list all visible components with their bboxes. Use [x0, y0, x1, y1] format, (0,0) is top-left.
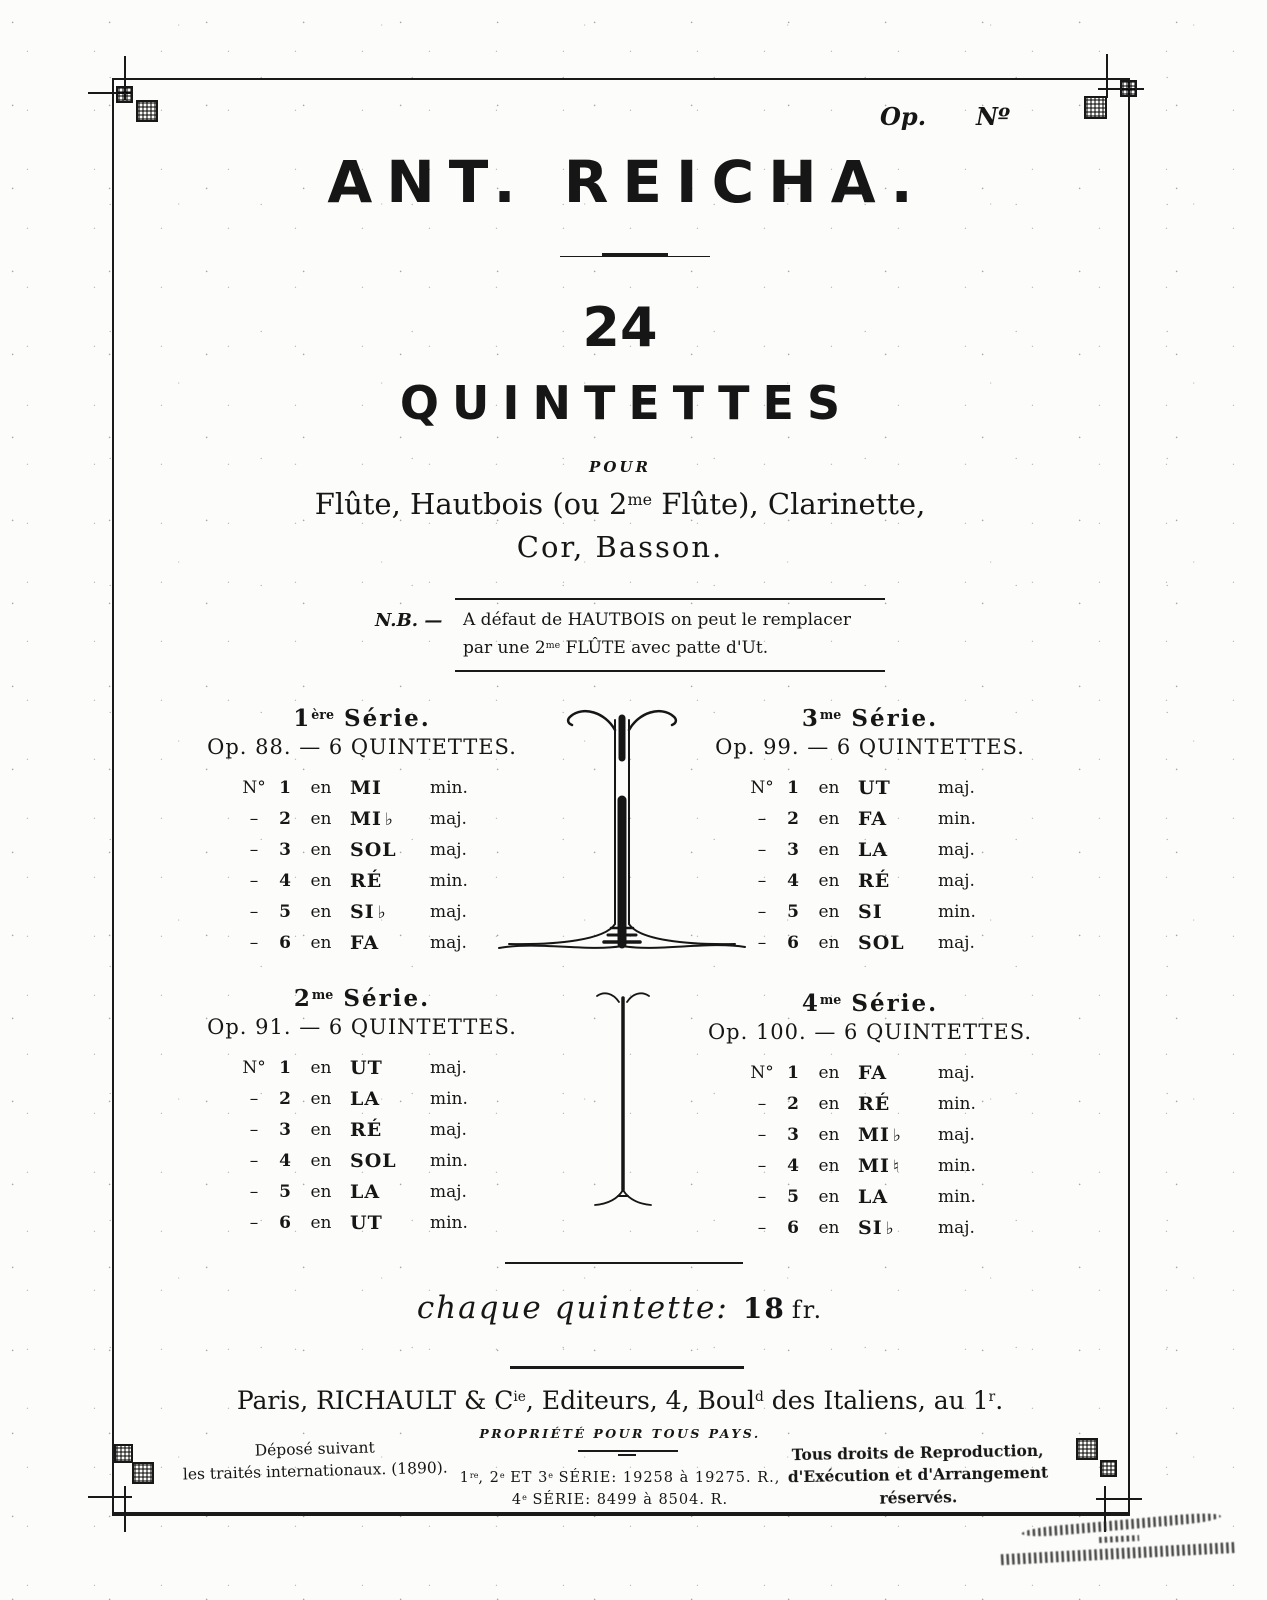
series-block-3 — [700, 705, 1040, 958]
natural-icon: ♮ — [892, 1156, 900, 1177]
flat-icon: ♭ — [885, 1218, 895, 1239]
quintette-row: – 6 en FA maj. — [249, 931, 467, 954]
nb-rule-bottom — [455, 670, 885, 672]
quintette-row: – 5 en LA maj. — [249, 1180, 467, 1203]
publisher-line: Paris, RICHAULT & Cie, Editeurs, 4, Bould des Italiens, au 1r. — [236, 1386, 1004, 1415]
price-rule-top — [505, 1262, 743, 1264]
quintette-row: N° 1 en FA maj. — [750, 1061, 975, 1084]
pour-label: POUR — [589, 458, 651, 476]
corner-ornament-icon — [1076, 1438, 1098, 1460]
quintette-row: – 6 en SOL maj. — [757, 931, 975, 954]
quintette-row: – 6 en SI ♭ maj. — [757, 1216, 975, 1239]
quintette-row: – 2 en MI ♭ maj. — [249, 807, 467, 830]
quintette-row: – 3 en RÉ maj. — [249, 1118, 467, 1141]
column-divider-ornament-icon — [592, 988, 654, 1218]
quintette-row: – 2 en FA min. — [757, 807, 976, 830]
nb-text: A défaut de HAUTBOIS on peut le remplacer par une 2me FLÛTE avec patte d'Ut. — [463, 610, 851, 659]
flat-icon: ♭ — [892, 1125, 902, 1146]
quintette-row: – 4 en SOL min. — [249, 1149, 468, 1172]
plate-numbers-line-1: 1re, 2e ET 3e SÉRIE: 19258 à 19275. R., — [459, 1470, 781, 1486]
series-list — [192, 772, 532, 958]
price-label: chaque quintette: — [416, 1290, 729, 1326]
quintette-row: – 4 en RÉ min. — [249, 869, 468, 892]
quintette-row: – 4 en RÉ maj. — [757, 869, 975, 892]
quintette-row: – 5 en SI ♭ maj. — [249, 900, 467, 923]
publisher-stamp — [993, 1514, 1246, 1599]
series-title: 1ère Série. — [293, 705, 431, 732]
property-notice: PROPRIÉTÉ POUR TOUS PAYS. — [479, 1426, 761, 1441]
flat-icon: ♭ — [384, 809, 394, 830]
flat-icon: ♭ — [377, 902, 387, 923]
quintette-row: – 2 en RÉ min. — [757, 1092, 976, 1115]
price-amount: 18 — [742, 1292, 786, 1325]
quintette-row: – 3 en LA maj. — [757, 838, 975, 861]
work-count: 24 — [582, 296, 658, 359]
footer-mini-rule — [578, 1450, 678, 1452]
quintette-row: N° 1 en UT maj. — [750, 776, 975, 799]
nb-label: N.B. — — [375, 610, 443, 631]
corner-ornament-icon — [1120, 80, 1137, 97]
title-rule — [560, 256, 710, 257]
instruments-line-1: Flûte, Hautbois (ou 2me Flûte), Clarinette, — [314, 487, 926, 521]
quintette-row: – 3 en MI ♭ maj. — [757, 1123, 975, 1146]
series-opus-line: Op. 100. — 6 QUINTETTES. — [707, 1020, 1033, 1044]
deposit-notice: Déposé suivant les traités internationaux. (1890). — [182, 1438, 448, 1484]
series-block-2 — [192, 985, 532, 1238]
series-list — [700, 1057, 1040, 1243]
price-line — [0, 1290, 1240, 1326]
series-title: 4me Série. — [801, 990, 939, 1017]
stamp-smudge-row — [1001, 1542, 1237, 1565]
series-list — [192, 1052, 532, 1238]
opus-label: Op. — [880, 102, 927, 131]
quintette-row: – 5 en SI min. — [757, 900, 976, 923]
corner-ornament-icon — [114, 1444, 133, 1463]
series-opus-line: Op. 88. — 6 QUINTETTES. — [207, 735, 517, 759]
series-title: 3me Série. — [801, 705, 939, 732]
opus-number-line — [880, 102, 1100, 131]
composer-title: ANT. REICHA. — [327, 148, 927, 216]
corner-ornament-icon — [136, 100, 158, 122]
price-rule-bottom — [510, 1366, 744, 1369]
quintette-row: – 3 en SOL maj. — [249, 838, 467, 861]
quintette-row: – 6 en UT min. — [249, 1211, 468, 1234]
series-block-4 — [700, 990, 1040, 1243]
corner-tick — [1106, 54, 1108, 98]
quintette-row: N° 1 en UT maj. — [242, 1056, 467, 1079]
quintette-row: N° 1 en MI min. — [242, 776, 468, 799]
rights-notice: Tous droits de Reproduction, d'Exécution et d'Arrangement réservés. — [787, 1440, 1049, 1508]
price-unit: fr. — [791, 1296, 824, 1324]
series-title: 2me Série. — [293, 985, 431, 1012]
work-title: QUINTETTES — [399, 376, 854, 430]
instruments-line-2: Cor, Basson. — [516, 530, 724, 564]
quintette-row: – 2 en LA min. — [249, 1087, 468, 1110]
corner-ornament-icon — [116, 86, 133, 103]
number-label: Nº — [976, 102, 1010, 131]
stamp-smudge-row — [1099, 1535, 1139, 1543]
series-opus-line: Op. 99. — 6 QUINTETTES. — [715, 735, 1025, 759]
quintette-row: – 4 en MI ♮ min. — [757, 1154, 976, 1177]
series-block-1 — [192, 705, 532, 958]
series-list — [700, 772, 1040, 958]
plate-numbers-line-2: 4e SÉRIE: 8499 à 8504. R. — [511, 1492, 729, 1508]
series-opus-line: Op. 91. — 6 QUINTETTES. — [207, 1015, 517, 1039]
quintette-row: – 5 en LA min. — [757, 1185, 976, 1208]
nota-bene-note — [375, 598, 885, 672]
